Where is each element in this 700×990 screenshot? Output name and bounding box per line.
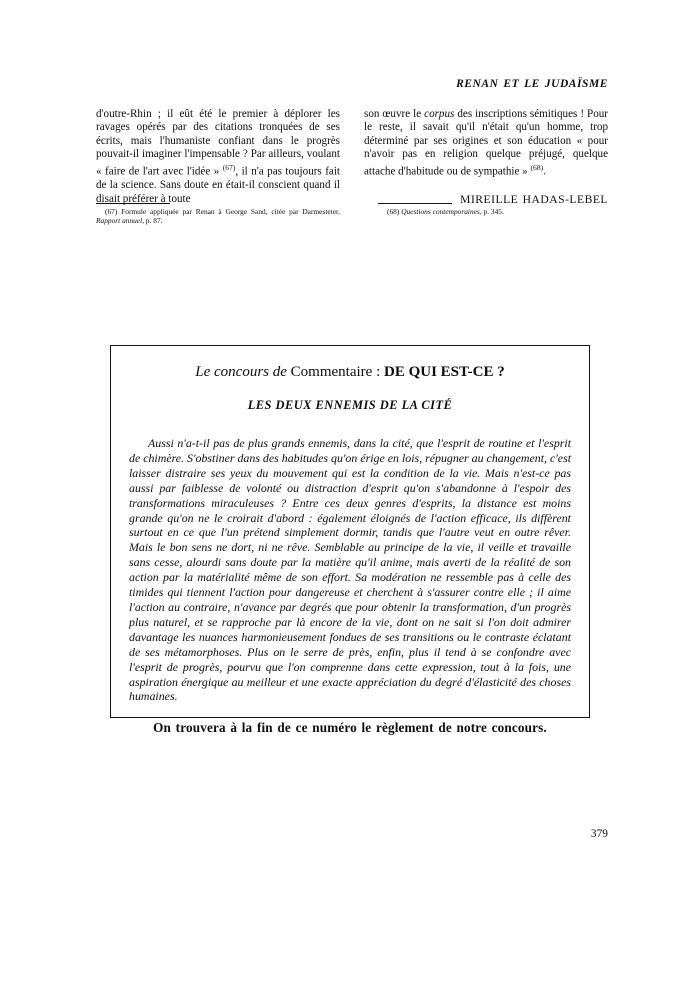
contest-title-italic-part: Le concours de	[195, 364, 287, 380]
footnote-reference-68: (68)	[530, 163, 544, 173]
contest-title-bold-part: DE QUI EST-CE ?	[383, 364, 505, 380]
two-column-text-block	[96, 108, 608, 206]
footnote-68-number: (68)	[387, 207, 400, 216]
footnote-column-right	[364, 203, 608, 225]
contest-excerpt-body: Aussi n'a-t-il pas de plus grands ennemis, dans la cité, que l'esprit de routine et l'esprit de chimère. S'obstiner dans des habitudes qu'on érige en lois, répugner au changement, c'est laisser distraire ses yeux du mouvement qui est la condition de la vie. Mais n'est-ce pas aussi par faiblesse de volonté ou distraction d'esprit qu'on s'abandonne à l'espoir des transformations miraculeuses ? Entre ces deux genres d'esprits, la distance est moins grande qu'on ne le croirait d'abord : également éloignés de l'action efficace, ils diffèrent surtout en ce que l'un prétend simplement dormir, tandis que l'autre veut en outre rêver. Mais le bon sens ne dort, ni ne rêve. Semblable au principe de la vie, il veille et travaille sans cesse, alourdi sans doute par la matière qu'il anime, mais averti de la réalité de son action par la matérialité même de son effort. Sa modération ne ressemble pas à celle des timides qui tiennent l'action pour dangereuse et cherchent à s'assurer contre elle ; il aime l'action au contraire, n'avance par degrés que pour obtenir la transformation, d'un progrès plus naturel, et se rapproche par là encore de la vie, dont on ne sait si l'on doit admirer davantage les nuances harmonieusement fondues de ses transitions ou le contraste éclatant de ses métamorphoses. Plus on le serre de près, enfin, plus il tend à se confondre avec l'esprit de progrès, pourvu que l'on comprenne dans cette expression, tout à la fois, une aspiration énergique au meilleur et une exacte appréciation du degré d'élasticité des choses humaines.	[129, 436, 571, 704]
left-column-text-before-note: d'outre-Rhin ; il eût été le premier à déplorer les ravages opérés par des citations tronquées de ses écrits, mais l'humaniste confiant dans le progrès pouvait-il imaginer l'impensable ? Par ailleurs, voulant « faire de l'art avec l'idée »	[96, 108, 340, 179]
footnote-67-italic-title: Rapport annuel	[96, 216, 143, 226]
left-column	[96, 108, 340, 206]
left-column-paragraph	[96, 108, 340, 206]
contest-subtitle: LES DEUX ENNEMIS DE LA CITÉ	[247, 398, 453, 412]
footnote-67-text-part2: , p. 87.	[142, 216, 163, 226]
contest-box	[110, 345, 590, 736]
contest-box-inner	[111, 346, 589, 736]
footnote-reference-67: (67)	[222, 163, 236, 173]
right-column-text-tail: .	[543, 166, 546, 179]
footnote-67-number: (67)	[105, 207, 118, 216]
right-column-paragraph	[364, 108, 608, 179]
footnote-68-italic-title: Questions contemporaines	[401, 207, 480, 216]
footnote-68-text-part2: , p. 345.	[479, 207, 504, 216]
footnote-68	[378, 207, 608, 216]
right-column-text-before-italic: son œuvre le	[364, 108, 425, 120]
footnote-column-left	[96, 203, 340, 225]
contest-title	[129, 364, 571, 381]
right-column	[364, 108, 608, 206]
running-header: RENAN ET LE JUDAÏSME	[456, 78, 608, 90]
footnote-67-text-part1: Formule appliquée par Renan à George Sand, citée par Darmesteter,	[121, 207, 340, 216]
author-byline: MIREILLE HADAS-LEBEL	[460, 193, 608, 207]
right-column-text-after-italic: des inscriptions sémitiques ! Pour le reste, il savait qu'il n'était qu'un homme, trop déterminé par ses origines et son éducation « pour n'avoir pas en religion quelque préjugé, quelque attache d'habitude ou de sympathie »	[364, 108, 608, 179]
footnote-67	[96, 207, 340, 225]
footnote-area	[96, 203, 608, 225]
page-number: 379	[590, 828, 608, 840]
right-column-italic-term: corpus	[424, 108, 455, 120]
left-column-text-after-note: , il n'a pas toujours fait de la science. Sans doute en était-il conscient quand il disait préférer à toute	[96, 166, 340, 205]
footnote-separator-rule	[96, 203, 170, 204]
footnote-separator-rule	[378, 203, 452, 204]
contest-title-plain-part: Commentaire :	[286, 364, 384, 380]
contest-closing-note: On trouvera à la fin de ce numéro le règlement de notre concours.	[153, 720, 547, 736]
